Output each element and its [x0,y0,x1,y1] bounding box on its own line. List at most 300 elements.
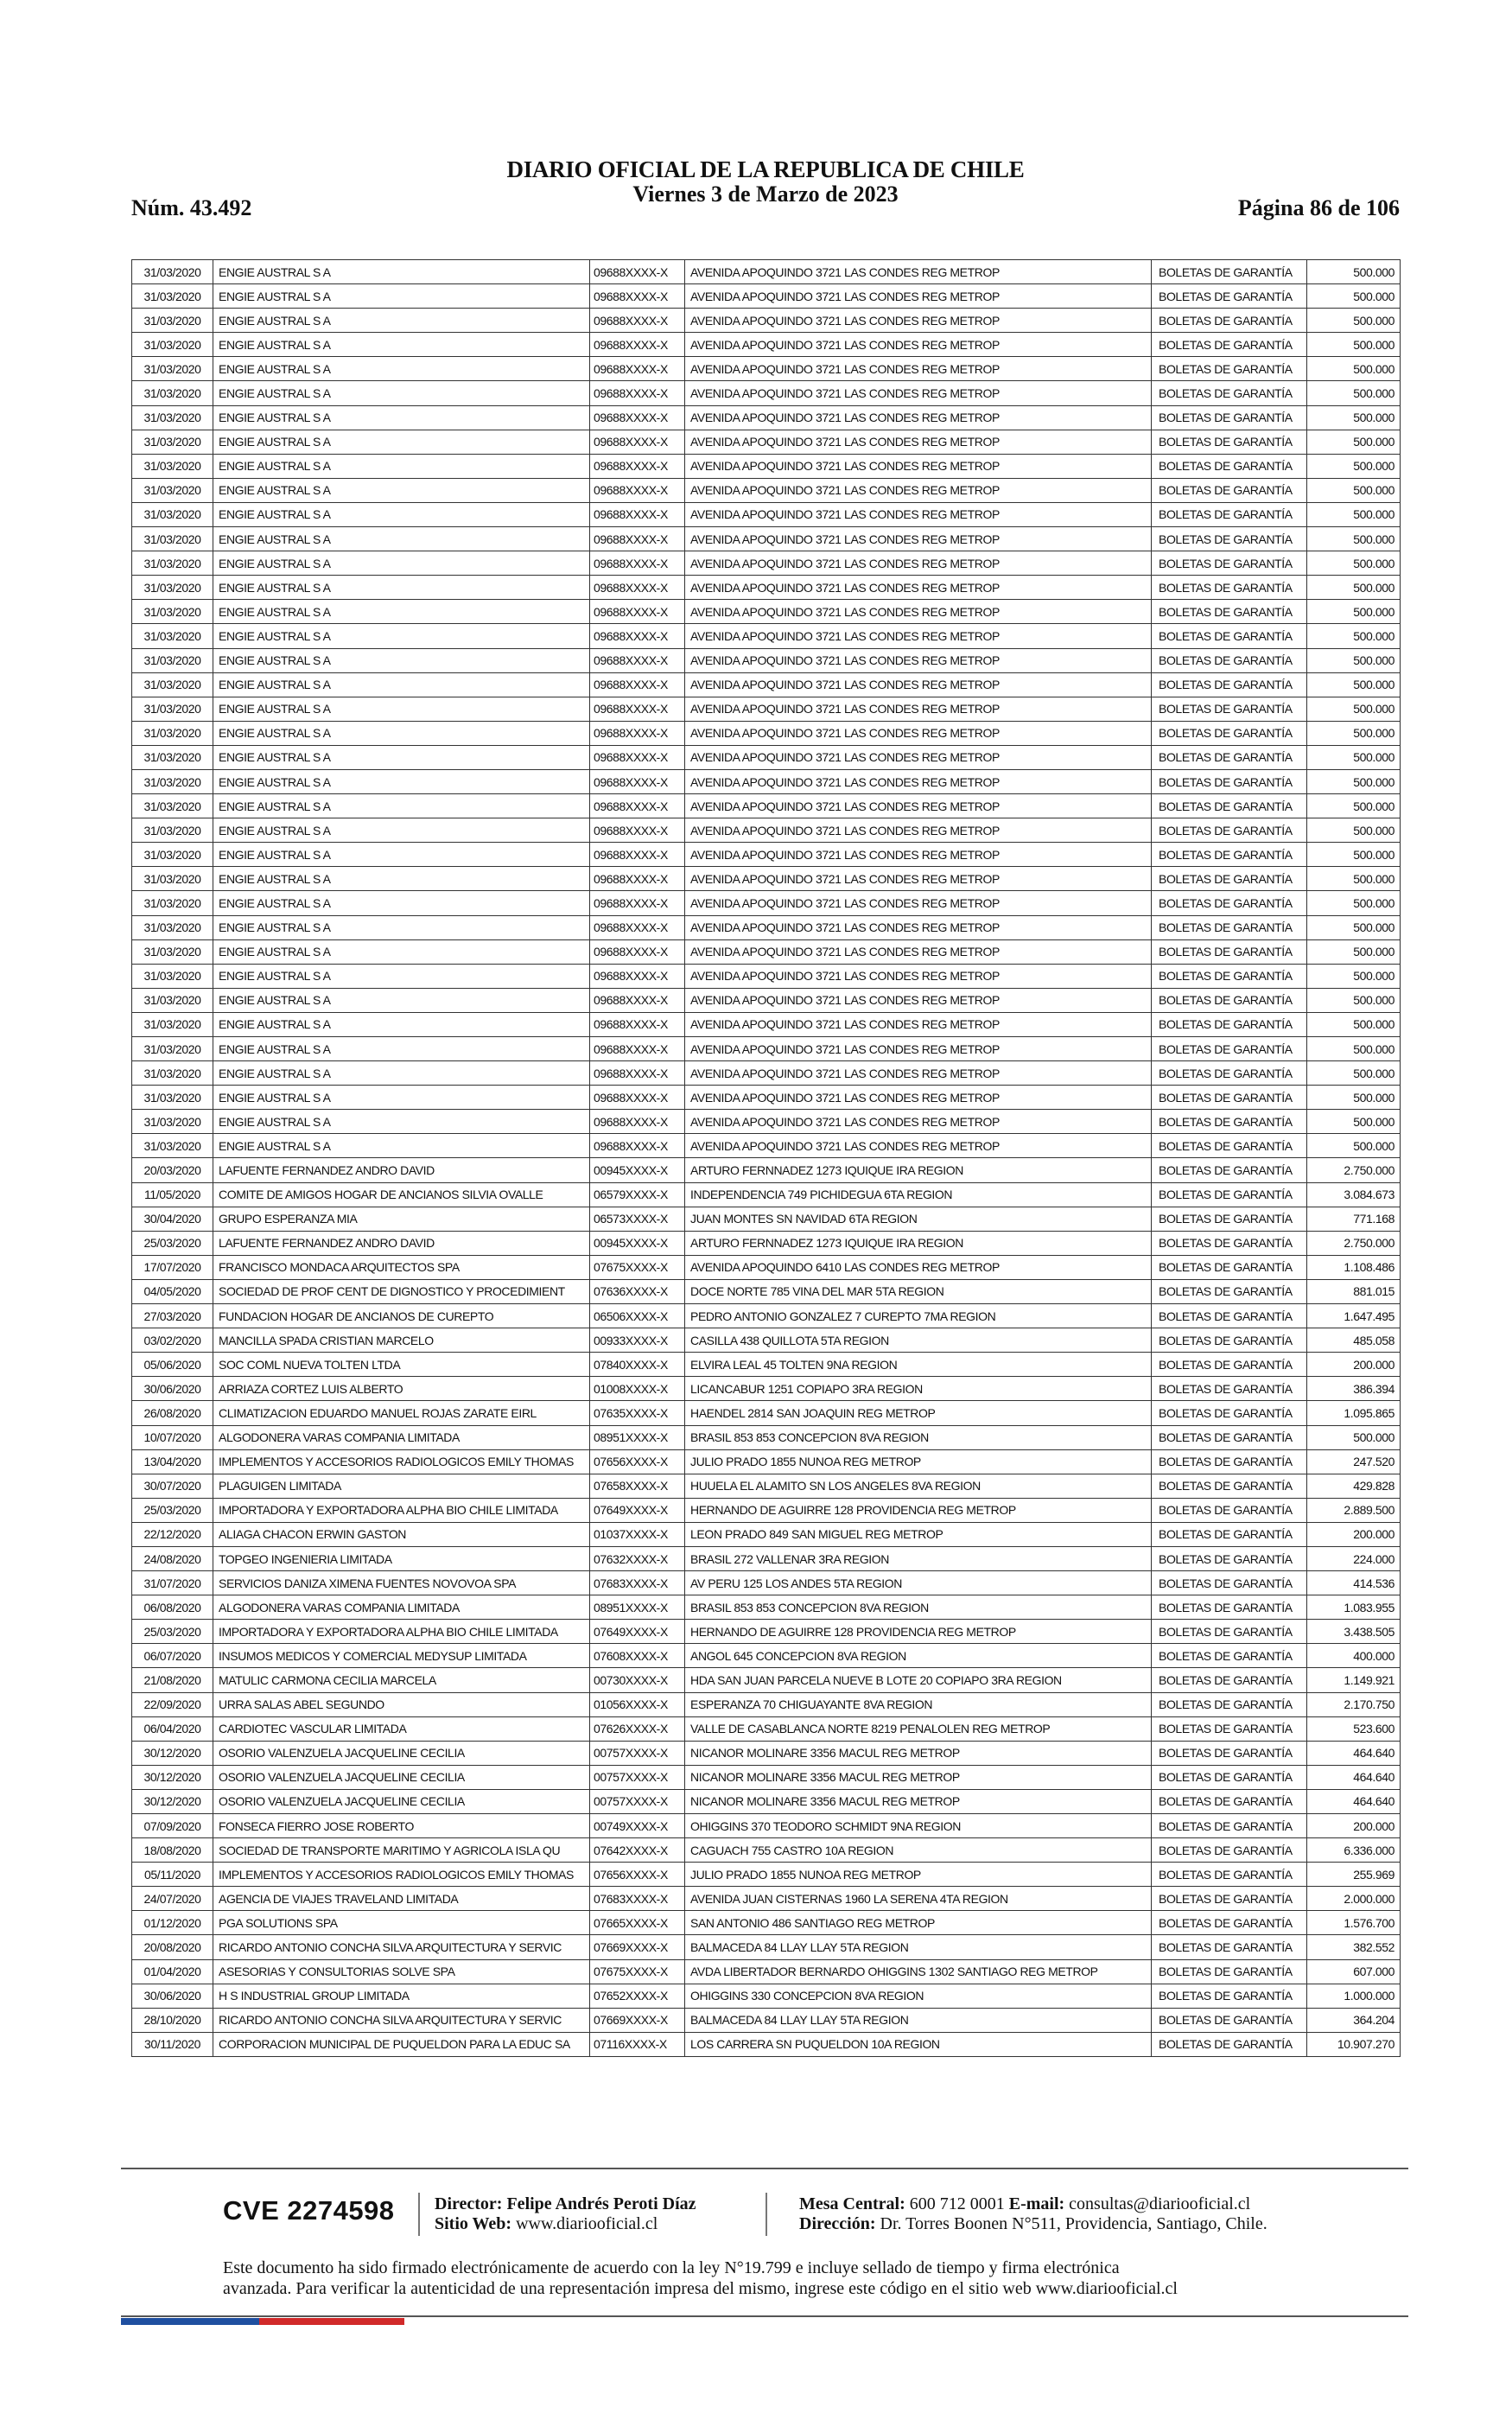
amount-cell: 414.536 [1307,1571,1401,1595]
amount-cell: 3.084.673 [1307,1182,1401,1207]
rut-cell: 09688XXXX-X [590,1012,685,1036]
type-cell: BOLETAS DE GARANTÍA [1152,527,1307,551]
address-cell: AVENIDA APOQUINDO 3721 LAS CONDES REG METROP [685,964,1152,988]
address-cell: JULIO PRADO 1855 NUNOA REG METROP [685,1863,1152,1887]
rut-cell: 09688XXXX-X [590,697,685,721]
address-cell: JUAN MONTES SN NAVIDAD 6TA REGION [685,1207,1152,1231]
type-cell: BOLETAS DE GARANTÍA [1152,1984,1307,2008]
amount-cell: 500.000 [1307,697,1401,721]
rut-cell: 09688XXXX-X [590,1086,685,1110]
type-cell: BOLETAS DE GARANTÍA [1152,1449,1307,1474]
table-row [132,502,1401,526]
date-cell: 31/03/2020 [132,551,213,576]
footer-divider [766,2193,767,2236]
type-cell: BOLETAS DE GARANTÍA [1152,745,1307,769]
address-cell: AVENIDA APOQUINDO 3721 LAS CONDES REG METROP [685,769,1152,793]
address-cell: HERNANDO DE AGUIRRE 128 PROVIDENCIA REG METROP [685,1498,1152,1522]
date-cell: 31/03/2020 [132,527,213,551]
type-cell: BOLETAS DE GARANTÍA [1152,1765,1307,1789]
table-row [132,1571,1401,1595]
table-row [132,794,1401,818]
amount-cell: 464.640 [1307,1789,1401,1813]
rut-cell: 07669XXXX-X [590,2008,685,2032]
address-value: Dr. Torres Boonen N°511, Providencia, Santiago, Chile. [880,2214,1267,2233]
name-cell: GRUPO ESPERANZA MIA [213,1207,590,1231]
type-cell: BOLETAS DE GARANTÍA [1152,1207,1307,1231]
director-line [435,2194,696,2214]
name-cell: ENGIE AUSTRAL S A [213,648,590,672]
date-cell: 24/08/2020 [132,1546,213,1570]
table-row [132,1037,1401,1061]
amount-cell: 500.000 [1307,1110,1401,1134]
name-cell: RICARDO ANTONIO CONCHA SILVA ARQUITECTURA Y SERVIC [213,1935,590,1959]
rut-cell: 07642XXXX-X [590,1838,685,1863]
rut-cell: 01008XXXX-X [590,1377,685,1401]
type-cell: BOLETAS DE GARANTÍA [1152,1522,1307,1546]
date-cell: 31/03/2020 [132,333,213,357]
amount-cell: 1.095.865 [1307,1401,1401,1425]
amount-cell: 500.000 [1307,478,1401,502]
type-cell: BOLETAS DE GARANTÍA [1152,1061,1307,1086]
address-cell: ELVIRA LEAL 45 TOLTEN 9NA REGION [685,1353,1152,1377]
amount-cell: 500.000 [1307,867,1401,891]
name-cell: ENGIE AUSTRAL S A [213,939,590,964]
amount-cell: 771.168 [1307,1207,1401,1231]
rut-cell: 07656XXXX-X [590,1449,685,1474]
date-cell: 31/07/2020 [132,1571,213,1595]
address-cell: LEON PRADO 849 SAN MIGUEL REG METROP [685,1522,1152,1546]
name-cell: ENGIE AUSTRAL S A [213,405,590,430]
table-row [132,1595,1401,1620]
address-cell: AVENIDA APOQUINDO 3721 LAS CONDES REG METROP [685,843,1152,867]
table-row [132,333,1401,357]
name-cell: ENGIE AUSTRAL S A [213,309,590,333]
name-cell: ENGIE AUSTRAL S A [213,454,590,478]
type-cell: BOLETAS DE GARANTÍA [1152,1498,1307,1522]
type-cell: BOLETAS DE GARANTÍA [1152,1377,1307,1401]
table-row [132,1716,1401,1741]
date-cell: 31/03/2020 [132,309,213,333]
table-row [132,915,1401,939]
date-cell: 06/07/2020 [132,1644,213,1668]
address-cell: AVENIDA APOQUINDO 3721 LAS CONDES REG METROP [685,381,1152,405]
type-cell: BOLETAS DE GARANTÍA [1152,1814,1307,1838]
date-cell: 31/03/2020 [132,867,213,891]
masthead [131,157,1400,207]
date-cell: 30/12/2020 [132,1741,213,1765]
type-cell: BOLETAS DE GARANTÍA [1152,1863,1307,1887]
address-cell: INDEPENDENCIA 749 PICHIDEGUA 6TA REGION [685,1182,1152,1207]
footer-bottom-rule [121,2315,1408,2317]
table-row [132,1935,1401,1959]
address-cell: AVENIDA APOQUINDO 3721 LAS CONDES REG METROP [685,1110,1152,1134]
address-cell: AVENIDA APOQUINDO 3721 LAS CONDES REG METROP [685,939,1152,964]
address-cell: AVENIDA APOQUINDO 3721 LAS CONDES REG METROP [685,551,1152,576]
rut-cell: 09688XXXX-X [590,527,685,551]
rut-cell: 06579XXXX-X [590,1182,685,1207]
amount-cell: 500.000 [1307,284,1401,309]
date-cell: 31/03/2020 [132,1061,213,1086]
rut-cell: 09688XXXX-X [590,769,685,793]
table-row [132,576,1401,600]
date-cell: 22/12/2020 [132,1522,213,1546]
table-row [132,1838,1401,1863]
amount-cell: 2.750.000 [1307,1231,1401,1255]
amount-cell: 1.108.486 [1307,1255,1401,1279]
address-cell: NICANOR MOLINARE 3356 MACUL REG METROP [685,1741,1152,1765]
rut-cell: 09688XXXX-X [590,430,685,454]
name-cell: CARDIOTEC VASCULAR LIMITADA [213,1716,590,1741]
date-cell: 30/06/2020 [132,1377,213,1401]
type-cell: BOLETAS DE GARANTÍA [1152,891,1307,915]
rut-cell: 09688XXXX-X [590,672,685,697]
name-cell: ENGIE AUSTRAL S A [213,502,590,526]
type-cell: BOLETAS DE GARANTÍA [1152,405,1307,430]
type-cell: BOLETAS DE GARANTÍA [1152,648,1307,672]
name-cell: ALIAGA CHACON ERWIN GASTON [213,1522,590,1546]
name-cell: ENGIE AUSTRAL S A [213,721,590,745]
address-cell: AVENIDA APOQUINDO 3721 LAS CONDES REG METROP [685,357,1152,381]
name-cell: ASESORIAS Y CONSULTORIAS SOLVE SPA [213,1959,590,1984]
email-link[interactable]: consultas@diariooficial.cl [1069,2194,1251,2213]
table-row [132,648,1401,672]
rut-cell: 09688XXXX-X [590,891,685,915]
address-cell: SAN ANTONIO 486 SANTIAGO REG METROP [685,1911,1152,1935]
type-cell: BOLETAS DE GARANTÍA [1152,1595,1307,1620]
table-row [132,1984,1401,2008]
date-cell: 13/04/2020 [132,1449,213,1474]
rut-cell: 07649XXXX-X [590,1498,685,1522]
address-cell: BALMACEDA 84 LLAY LLAY 5TA REGION [685,2008,1152,2032]
date-cell: 25/03/2020 [132,1620,213,1644]
footer-top-rule [121,2168,1408,2169]
address-cell: AVENIDA APOQUINDO 3721 LAS CONDES REG METROP [685,1086,1152,1110]
table-row [132,1765,1401,1789]
rut-cell: 09688XXXX-X [590,1134,685,1158]
table-row [132,1449,1401,1474]
rut-cell: 07675XXXX-X [590,1255,685,1279]
address-cell: BRASIL 853 853 CONCEPCION 8VA REGION [685,1595,1152,1620]
table-row [132,430,1401,454]
name-cell: FRANCISCO MONDACA ARQUITECTOS SPA [213,1255,590,1279]
amount-cell: 500.000 [1307,454,1401,478]
table-row [132,843,1401,867]
table-row [132,2032,1401,2056]
address-cell: VALLE DE CASABLANCA NORTE 8219 PENALOLEN REG METROP [685,1716,1152,1741]
address-cell: AVENIDA APOQUINDO 3721 LAS CONDES REG METROP [685,405,1152,430]
address-cell: AV PERU 125 LOS ANDES 5TA REGION [685,1571,1152,1595]
address-cell: AVENIDA APOQUINDO 3721 LAS CONDES REG METROP [685,745,1152,769]
name-cell: ENGIE AUSTRAL S A [213,697,590,721]
amount-cell: 500.000 [1307,1012,1401,1036]
table-row [132,1353,1401,1377]
address-cell: LICANCABUR 1251 COPIAPO 3RA REGION [685,1377,1152,1401]
rut-cell: 09688XXXX-X [590,988,685,1012]
date-cell: 31/03/2020 [132,915,213,939]
table-row [132,721,1401,745]
type-cell: BOLETAS DE GARANTÍA [1152,1425,1307,1449]
address-cell: AVENIDA APOQUINDO 3721 LAS CONDES REG METROP [685,430,1152,454]
date-cell: 31/03/2020 [132,430,213,454]
type-cell: BOLETAS DE GARANTÍA [1152,333,1307,357]
amount-cell: 464.640 [1307,1765,1401,1789]
date-cell: 24/07/2020 [132,1887,213,1911]
amount-cell: 2.170.750 [1307,1692,1401,1716]
table-row [132,1911,1401,1935]
table-row [132,1328,1401,1353]
date-cell: 26/08/2020 [132,1401,213,1425]
rut-cell: 09688XXXX-X [590,939,685,964]
name-cell: MANCILLA SPADA CRISTIAN MARCELO [213,1328,590,1353]
rut-cell: 09688XXXX-X [590,260,685,284]
rut-cell: 09688XXXX-X [590,357,685,381]
table-row [132,1086,1401,1110]
table-row [132,309,1401,333]
type-cell: BOLETAS DE GARANTÍA [1152,551,1307,576]
rut-cell: 07116XXXX-X [590,2032,685,2056]
date-cell: 31/03/2020 [132,697,213,721]
website-line [435,2214,696,2234]
type-cell: BOLETAS DE GARANTÍA [1152,1692,1307,1716]
type-cell: BOLETAS DE GARANTÍA [1152,843,1307,867]
address-cell: AVENIDA APOQUINDO 3721 LAS CONDES REG METROP [685,697,1152,721]
date-cell: 31/03/2020 [132,721,213,745]
date-cell: 31/03/2020 [132,260,213,284]
rut-cell: 07632XXXX-X [590,1546,685,1570]
website-label: Sitio Web: [435,2214,512,2233]
rut-cell: 00757XXXX-X [590,1741,685,1765]
type-cell: BOLETAS DE GARANTÍA [1152,1741,1307,1765]
date-cell: 31/03/2020 [132,576,213,600]
address-cell: CAGUACH 755 CASTRO 10A REGION [685,1838,1152,1863]
type-cell: BOLETAS DE GARANTÍA [1152,1644,1307,1668]
table-row [132,1425,1401,1449]
date-cell: 31/03/2020 [132,1134,213,1158]
address-cell: OHIGGINS 330 CONCEPCION 8VA REGION [685,1984,1152,2008]
name-cell: ENGIE AUSTRAL S A [213,527,590,551]
director-label: Director: [435,2194,503,2213]
table-row [132,478,1401,502]
type-cell: BOLETAS DE GARANTÍA [1152,1012,1307,1036]
rut-cell: 09688XXXX-X [590,381,685,405]
date-cell: 03/02/2020 [132,1328,213,1353]
date-cell: 31/03/2020 [132,1086,213,1110]
date-cell: 31/03/2020 [132,624,213,648]
date-cell: 31/03/2020 [132,1110,213,1134]
name-cell: OSORIO VALENZUELA JACQUELINE CECILIA [213,1741,590,1765]
address-cell: ANGOL 645 CONCEPCION 8VA REGION [685,1644,1152,1668]
amount-cell: 500.000 [1307,1061,1401,1086]
table-row [132,1279,1401,1303]
date-cell: 05/06/2020 [132,1353,213,1377]
amount-cell: 500.000 [1307,309,1401,333]
name-cell: ENGIE AUSTRAL S A [213,624,590,648]
rut-cell: 00933XXXX-X [590,1328,685,1353]
type-cell: BOLETAS DE GARANTÍA [1152,381,1307,405]
rut-cell: 09688XXXX-X [590,454,685,478]
name-cell: ENGIE AUSTRAL S A [213,891,590,915]
type-cell: BOLETAS DE GARANTÍA [1152,1279,1307,1303]
mesa-phone: 600 712 0001 [909,2194,1005,2213]
date-cell: 10/07/2020 [132,1425,213,1449]
type-cell: BOLETAS DE GARANTÍA [1152,1037,1307,1061]
date-cell: 07/09/2020 [132,1814,213,1838]
address-cell: AVENIDA APOQUINDO 3721 LAS CONDES REG METROP [685,1061,1152,1086]
amount-cell: 500.000 [1307,769,1401,793]
type-cell: BOLETAS DE GARANTÍA [1152,1255,1307,1279]
mesa-label: Mesa Central: [799,2194,905,2213]
table-row [132,1012,1401,1036]
rut-cell: 09688XXXX-X [590,405,685,430]
name-cell: CORPORACION MUNICIPAL DE PUQUELDON PARA LA EDUC SA [213,2032,590,2056]
name-cell: MATULIC CARMONA CECILIA MARCELA [213,1668,590,1692]
table-row [132,964,1401,988]
rut-cell: 07635XXXX-X [590,1401,685,1425]
date-cell: 01/04/2020 [132,1959,213,1984]
legal-line: avanzada. Para verificar la autenticidad de una representación impresa del mismo, ingrese este código en el sitio web www.diariooficial.cl [223,2279,1178,2298]
amount-cell: 485.058 [1307,1328,1401,1353]
table-row [132,405,1401,430]
amount-cell: 500.000 [1307,794,1401,818]
rut-cell: 07636XXXX-X [590,1279,685,1303]
type-cell: BOLETAS DE GARANTÍA [1152,988,1307,1012]
date-cell: 31/03/2020 [132,769,213,793]
table-row [132,357,1401,381]
address-cell: HUUELA EL ALAMITO SN LOS ANGELES 8VA REGION [685,1474,1152,1498]
type-cell: BOLETAS DE GARANTÍA [1152,1231,1307,1255]
rut-cell: 07675XXXX-X [590,1959,685,1984]
date-cell: 30/12/2020 [132,1765,213,1789]
rut-cell: 09688XXXX-X [590,745,685,769]
date-cell: 06/04/2020 [132,1716,213,1741]
amount-cell: 500.000 [1307,964,1401,988]
rut-cell: 00757XXXX-X [590,1789,685,1813]
amount-cell: 500.000 [1307,624,1401,648]
name-cell: ENGIE AUSTRAL S A [213,843,590,867]
rut-cell: 09688XXXX-X [590,818,685,843]
type-cell: BOLETAS DE GARANTÍA [1152,1911,1307,1935]
amount-cell: 3.438.505 [1307,1620,1401,1644]
amount-cell: 500.000 [1307,672,1401,697]
type-cell: BOLETAS DE GARANTÍA [1152,1304,1307,1328]
rut-cell: 08951XXXX-X [590,1425,685,1449]
amount-cell: 881.015 [1307,1279,1401,1303]
table-row [132,1668,1401,1692]
cve-code: CVE 2274598 [223,2195,395,2226]
name-cell: ENGIE AUSTRAL S A [213,964,590,988]
name-cell: ENGIE AUSTRAL S A [213,988,590,1012]
amount-cell: 200.000 [1307,1522,1401,1546]
type-cell: BOLETAS DE GARANTÍA [1152,1546,1307,1570]
table-row [132,284,1401,309]
name-cell: ENGIE AUSTRAL S A [213,357,590,381]
table-row [132,1959,1401,1984]
table-row [132,1522,1401,1546]
amount-cell: 500.000 [1307,260,1401,284]
type-cell: BOLETAS DE GARANTÍA [1152,309,1307,333]
rut-cell: 09688XXXX-X [590,1061,685,1086]
name-cell: ENGIE AUSTRAL S A [213,1086,590,1110]
rut-cell: 01056XXXX-X [590,1692,685,1716]
legal-notice [223,2258,1346,2299]
table-row [132,867,1401,891]
date-cell: 31/03/2020 [132,988,213,1012]
rut-cell: 09688XXXX-X [590,867,685,891]
type-cell: BOLETAS DE GARANTÍA [1152,1789,1307,1813]
rut-cell: 06573XXXX-X [590,1207,685,1231]
type-cell: BOLETAS DE GARANTÍA [1152,454,1307,478]
website-link[interactable]: www.diariooficial.cl [516,2214,658,2233]
name-cell: ALGODONERA VARAS COMPANIA LIMITADA [213,1425,590,1449]
flag-stripe-red [259,2318,404,2325]
address-cell: NICANOR MOLINARE 3356 MACUL REG METROP [685,1765,1152,1789]
table-row [132,1134,1401,1158]
rut-cell: 09688XXXX-X [590,333,685,357]
table-row [132,988,1401,1012]
table-row [132,2008,1401,2032]
flag-stripe-blue [121,2318,259,2325]
amount-cell: 500.000 [1307,502,1401,526]
table-row [132,1231,1401,1255]
rut-cell: 09688XXXX-X [590,624,685,648]
date-cell: 31/03/2020 [132,478,213,502]
address-cell: AVENIDA APOQUINDO 3721 LAS CONDES REG METROP [685,502,1152,526]
table-row [132,260,1401,284]
name-cell: SOCIEDAD DE PROF CENT DE DIGNOSTICO Y PROCEDIMIENT [213,1279,590,1303]
address-cell: AVENIDA APOQUINDO 3721 LAS CONDES REG METROP [685,454,1152,478]
address-cell: AVENIDA APOQUINDO 3721 LAS CONDES REG METROP [685,600,1152,624]
type-cell: BOLETAS DE GARANTÍA [1152,1716,1307,1741]
amount-cell: 6.336.000 [1307,1838,1401,1863]
rut-cell: 00730XXXX-X [590,1668,685,1692]
date-cell: 31/03/2020 [132,405,213,430]
address-cell: AVENIDA APOQUINDO 3721 LAS CONDES REG METROP [685,1037,1152,1061]
rut-cell: 07665XXXX-X [590,1911,685,1935]
amount-cell: 1.083.955 [1307,1595,1401,1620]
date-cell: 31/03/2020 [132,502,213,526]
rut-cell: 00749XXXX-X [590,1814,685,1838]
name-cell: ENGIE AUSTRAL S A [213,769,590,793]
table-row [132,818,1401,843]
amount-cell: 500.000 [1307,1425,1401,1449]
name-cell: ENGIE AUSTRAL S A [213,333,590,357]
rut-cell: 07608XXXX-X [590,1644,685,1668]
table-row [132,1401,1401,1425]
date-cell: 30/06/2020 [132,1984,213,2008]
amount-cell: 500.000 [1307,430,1401,454]
footer-director-block [435,2194,696,2234]
type-cell: BOLETAS DE GARANTÍA [1152,1668,1307,1692]
address-cell: JULIO PRADO 1855 NUNOA REG METROP [685,1449,1152,1474]
amount-cell: 224.000 [1307,1546,1401,1570]
amount-cell: 500.000 [1307,527,1401,551]
amount-cell: 2.889.500 [1307,1498,1401,1522]
footer-contact-block [799,2194,1267,2234]
rut-cell: 09688XXXX-X [590,309,685,333]
name-cell: FUNDACION HOGAR DE ANCIANOS DE CUREPTO [213,1304,590,1328]
table-row [132,600,1401,624]
table-row [132,1789,1401,1813]
address-cell: AVENIDA APOQUINDO 3721 LAS CONDES REG METROP [685,309,1152,333]
name-cell: TOPGEO INGENIERIA LIMITADA [213,1546,590,1570]
table-row [132,1304,1401,1328]
amount-cell: 500.000 [1307,381,1401,405]
name-cell: SOC COML NUEVA TOLTEN LTDA [213,1353,590,1377]
type-cell: BOLETAS DE GARANTÍA [1152,2032,1307,2056]
type-cell: BOLETAS DE GARANTÍA [1152,672,1307,697]
name-cell: ARRIAZA CORTEZ LUIS ALBERTO [213,1377,590,1401]
rut-cell: 07649XXXX-X [590,1620,685,1644]
